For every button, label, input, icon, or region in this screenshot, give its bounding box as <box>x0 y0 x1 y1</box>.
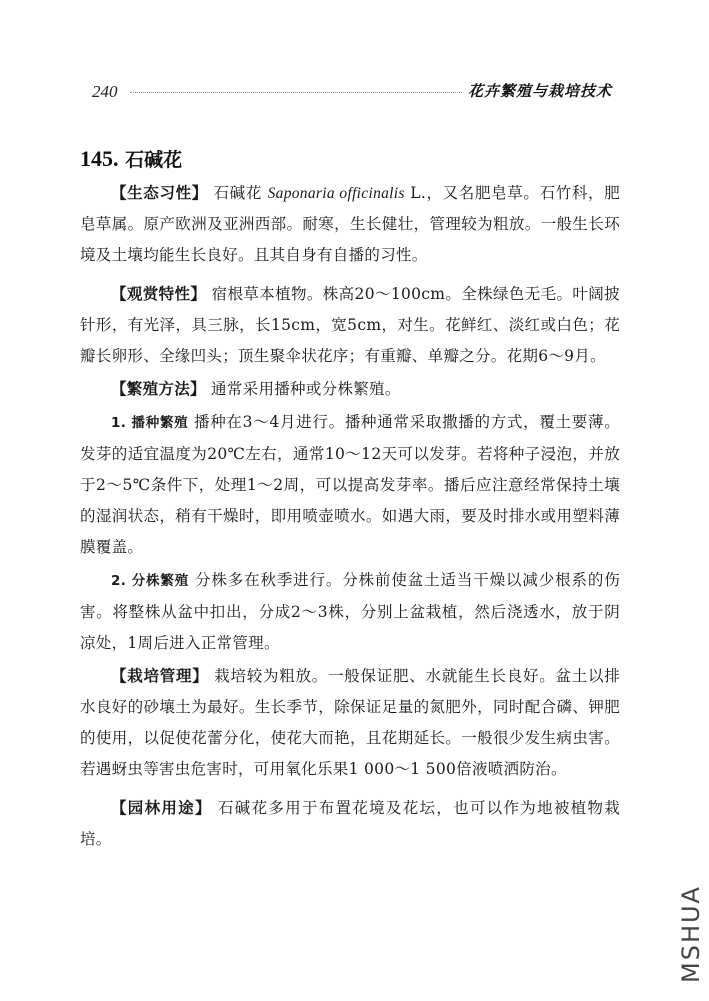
paragraph-seeding <box>80 407 620 563</box>
latin-name: Saponaria officinalis <box>267 185 405 202</box>
heading-propagation: 【繁殖方法】 <box>111 380 206 398</box>
page-number: 240 <box>92 82 118 101</box>
paragraph-landscape <box>80 793 620 855</box>
article-body <box>80 178 620 857</box>
heading-ecology: 【生态习性】 <box>111 184 208 202</box>
heading-ornamental: 【观赏特性】 <box>111 285 207 303</box>
paragraph-division <box>80 565 620 659</box>
text-ornamental: 宿根草本植物。株高20～100cm。全株绿色无毛。叶阔披针形，有光泽，具三脉，长15cm，宽5cm，对生。花鲜红、淡红或白色；花瓣长卵形、全缘凹头；顶生聚伞状花序；有重瓣、单瓣之分。花期6～9月。 <box>80 285 620 365</box>
page-header <box>92 80 612 106</box>
heading-landscape: 【园林用途】 <box>111 799 212 817</box>
section-number: 145. <box>80 146 119 171</box>
watermark-text: MSHUA <box>677 885 706 983</box>
text-cultivation: 栽培较为粗放。一般保证肥、水就能生长良好。盆土以排水良好的砂壤土为最好。生长季节，除保证足量的氮肥外，同时配合磷、钾肥的使用，以促使花蕾分化，使花大而艳，且花期延长。一般很少发生病虫害。若遇蚜虫等害虫危害时，可用氧化乐果1 000～1 500倍液喷洒防治。 <box>80 667 620 778</box>
text-seeding: 播种在3～4月进行。播种通常采取撒播的方式，覆土要薄。发芽的适宜温度为20℃左右，通常10～12天可以发芽。若将种子浸泡，并放于2～5℃条件下，处理1～2周，可以提高发芽率。播后应注意经常保持土壤的湿润状态，稍有干燥时，即用喷壶喷水。如遇大雨，要及时排水或用塑料薄膜覆盖。 <box>80 413 620 556</box>
paragraph-propagation <box>80 374 620 405</box>
watermark <box>677 875 705 993</box>
section-title <box>80 145 182 172</box>
subheading-division: 2. 分株繁殖 <box>111 573 190 589</box>
header-divider <box>130 92 462 93</box>
text-ecology-a: 石碱花 <box>207 184 262 202</box>
paragraph-cultivation <box>80 661 620 785</box>
text-division: 分株多在秋季进行。分株前使盆土适当干燥以减少根系的伤害。将整株从盆中扣出，分成2～3株，分别上盆栽植，然后浇透水，放于阴凉处，1周后进入正常管理。 <box>80 571 620 652</box>
section-name: 石碱花 <box>125 149 183 171</box>
heading-cultivation: 【栽培管理】 <box>111 667 209 685</box>
text-ecology-b: L.，又名肥皂草。石竹科，肥皂草属。原产欧洲及亚洲西部。耐寒，生长健壮，管理较为粗放。一般生长环境及土壤均能生长良好。且其自身有自播的习性。 <box>80 184 620 264</box>
text-propagation: 通常采用播种或分株繁殖。 <box>205 380 401 398</box>
text-landscape: 石碱花多用于布置花境及花坛，也可以作为地被植物栽培。 <box>80 799 620 848</box>
subheading-seeding: 1. 播种繁殖 <box>111 415 189 431</box>
running-title: 花卉繁殖与栽培技术 <box>467 82 612 100</box>
paragraph-ornamental <box>80 279 620 372</box>
paragraph-ecology <box>80 178 620 271</box>
